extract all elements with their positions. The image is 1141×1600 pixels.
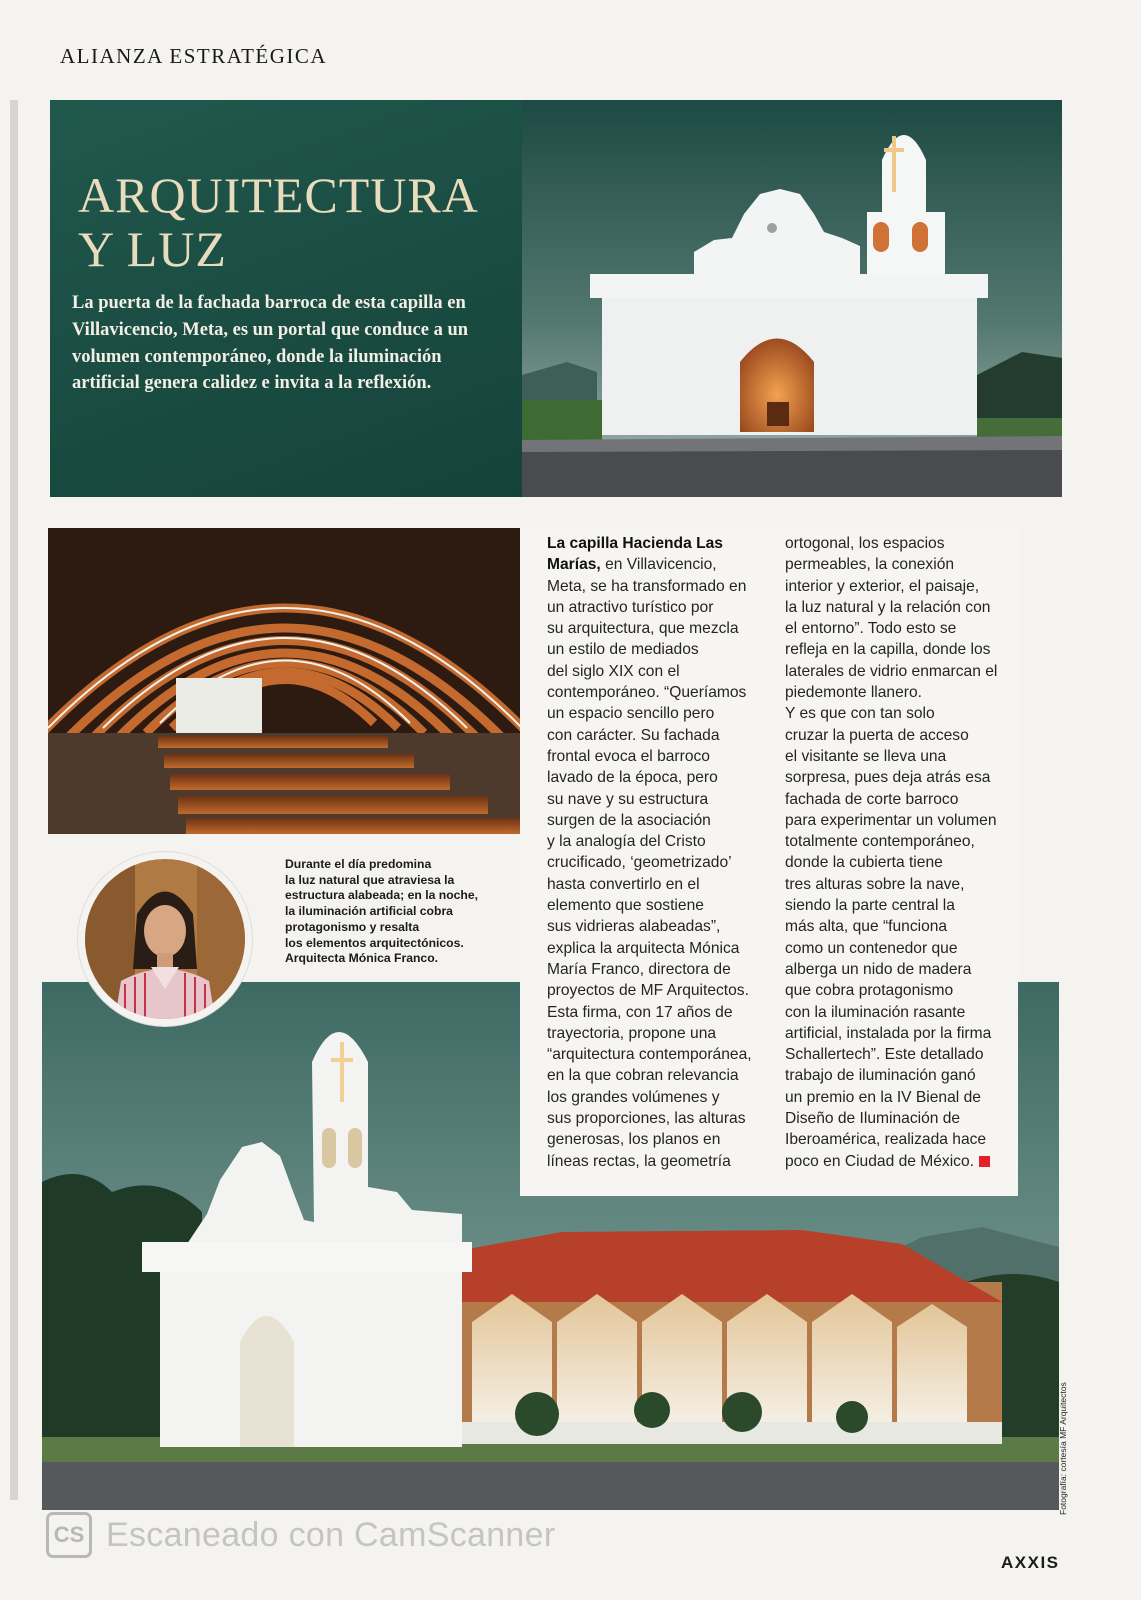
- section-label: ALIANZA ESTRATÉGICA: [60, 44, 328, 68]
- architect-portrait: [85, 859, 245, 1019]
- article-column-1: [547, 533, 772, 1172]
- title-line-2: Y LUZ: [78, 221, 227, 277]
- camscanner-logo-icon: CS: [46, 1512, 92, 1558]
- article-lead: La capilla Hacienda Las Marías,: [547, 535, 723, 574]
- end-of-article-mark: [979, 1156, 990, 1167]
- title-line-1: ARQUITECTURA: [78, 167, 479, 223]
- page-spine-shadow: [10, 100, 18, 1500]
- photo-caption: Durante el día predomina la luz natural que atraviesa la estructura alabeada; en la noche, la iluminación artificial cobra protagonismo y resalta los elementos arquitectónicos. Arquitecta Mónica Franco.: [285, 857, 479, 966]
- article-column-2: [785, 533, 1020, 1172]
- photo-credit-text: Fotografía: cortesía MF Arquitectos: [1058, 1382, 1068, 1515]
- article-column-2-body: ortogonal, los espacios permeables, la conexión interior y exterior, el paisaje, la luz natural y la relación con el entorno”. Todo esto se refleja en la capilla, donde los laterales de vidrio enmarcan el piedemonte llanero. Y es que con tan solo cruzar la puerta de acceso el visitante se lleva una sorpresa, pues deja atrás esa fachada de corte barroco para experimentar un volumen totalmente contemporáneo, donde la cubierta tiene tres alturas sobre la nave, siendo la parte central la más alta, que “funciona como un contenedor que alberga un nido de madera que cobra protagonismo con la iluminación rasante artificial, instalada por la firma Schallertech”. Este detallado trabajo de iluminación ganó un premio en la IV Bienal de Diseño de Iluminación de Iberoamérica, realizada hace poco en Ciudad de México.: [785, 535, 998, 1170]
- article-subtitle: La puerta de la fachada barroca de esta capilla en Villavicencio, Meta, es un portal que conduce a un volumen contemporáneo, donde la iluminación artificial genera calidez e invita a la reflexión.: [72, 293, 469, 394]
- chapel-interior-photo: [48, 528, 522, 834]
- scanner-watermark: [46, 1512, 555, 1558]
- magazine-brand: AXXIS: [1001, 1553, 1060, 1572]
- chapel-facade-photo: [522, 100, 1062, 497]
- article-column-1-body: en Villavicencio, Meta, se ha transformado en un atractivo turístico por su arquitectura, que mezcla un estilo de mediados del siglo XIX con el contemporáneo. “Queríamos un espacio sencillo pero con carácter. Su fachada frontal evoca el barroco lavado de la época, pero su nave y su estructura surgen de la asociación y la analogía del Cristo crucificado, ‘geometrizado’ hasta convertirlo en el elemento que sostiene sus vidrieras alabeadas”, explica la arquitecta Mónica María Franco, directora de proyectos de MF Arquitectos. Esta firma, con 17 años de trayectoria, propone una “arquitectura contemporánea, en la que cobran relevancia los grandes volúmenes y sus proporciones, las alturas generosas, los planos en líneas rectas, la geometría: [547, 556, 752, 1170]
- article-title: [78, 168, 479, 276]
- scanner-watermark-text: Escaneado con CamScanner: [106, 1515, 556, 1554]
